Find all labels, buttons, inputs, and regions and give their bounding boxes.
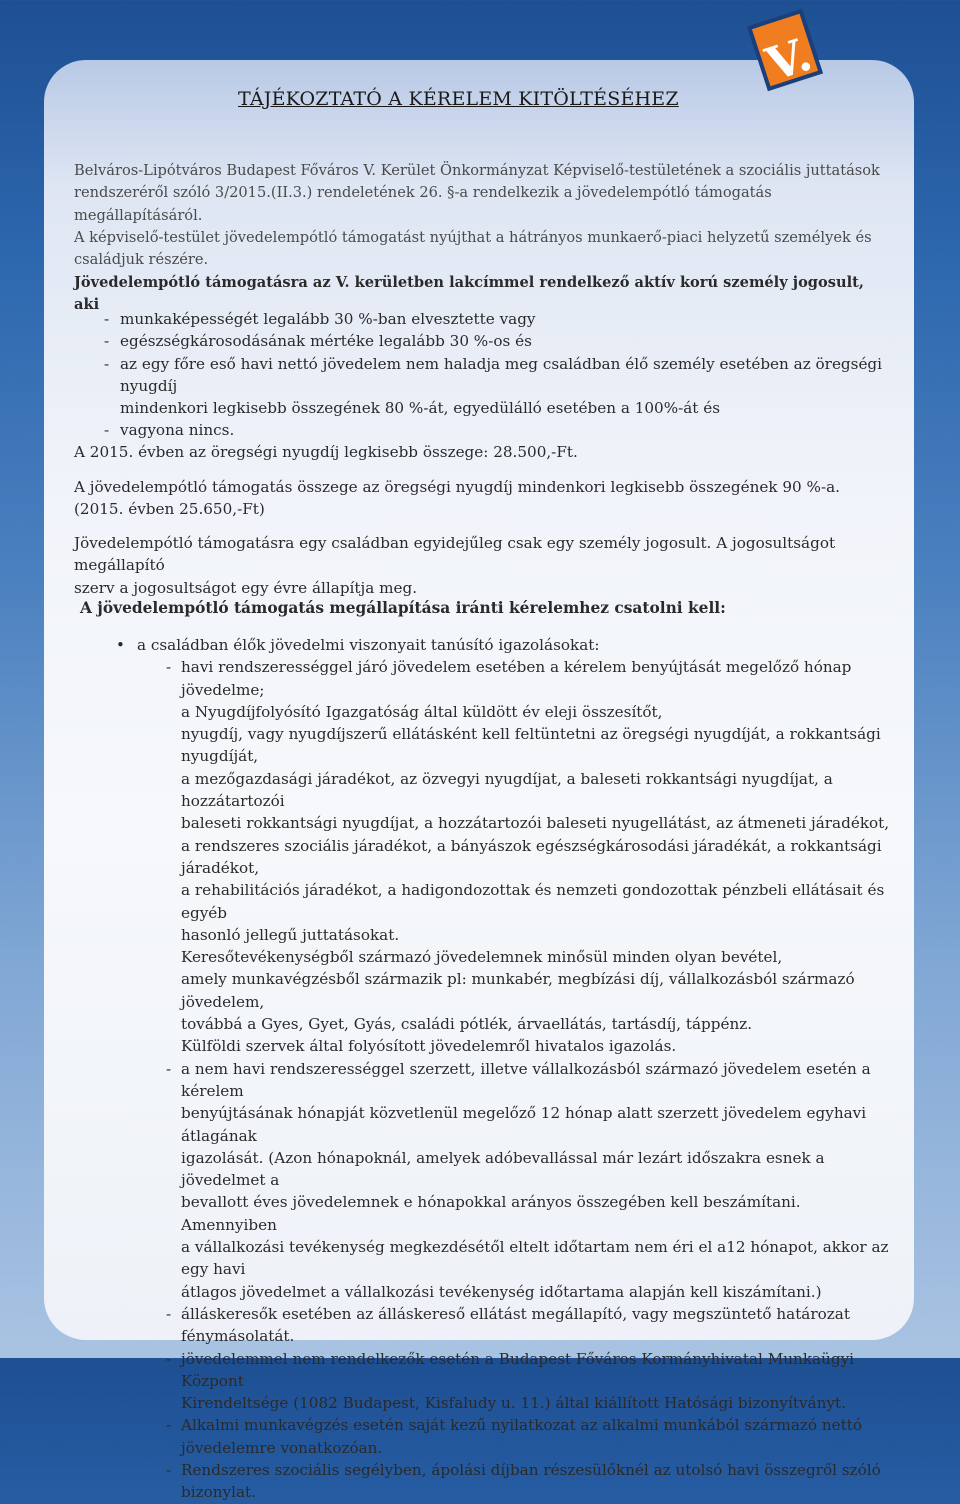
- benefit-amount-paragraph: [74, 476, 894, 521]
- condition-item: [74, 308, 894, 330]
- document-line: Kirendeltsége (1082 Budapest, Kisfaludy u. 11.) által kiállított Hatósági bizonyítványt.: [181, 1394, 846, 1413]
- attachments-heading: A jövedelempótló támogatás megállapítása iránti kérelemhez csatolni kell:: [80, 599, 726, 617]
- document-line: Alkalmi munkavégzés esetén saját kezű nyilatkozat az alkalmi munkából származó nettó: [181, 1416, 862, 1435]
- entitlement-paragraph: [74, 532, 894, 599]
- paragraph-line: (2015. évben 25.650,-Ft): [74, 500, 265, 519]
- intro-line: Belváros-Lipótváros Budapest Főváros V. Kerület Önkormányzat Képviselő-testületének a szociális juttatások: [74, 162, 880, 179]
- bullet-label: a családban élők jövedelmi viszonyait tanúsító igazolásokat:: [137, 636, 600, 654]
- paragraph-line: A jövedelempótló támogatás összege az öregségi nyugdíj mindenkori legkisebb összegének 90 %-a.: [74, 478, 840, 496]
- document-line: a nem havi rendszerességgel szerzett, illetve vállalkozásból származó jövedelem esetén a kérelem: [181, 1059, 871, 1100]
- intro-paragraph: [74, 160, 890, 271]
- dash-marker: -: [166, 1304, 172, 1323]
- bullet-icon: •: [116, 636, 125, 654]
- document-line: a Nyugdíjfolyósító Igazgatóság által küldött év eleji összesítőt,: [181, 702, 663, 721]
- attachments-list: [110, 634, 900, 1504]
- document-line: a mezőgazdasági járadékot, az özvegyi nyugdíjat, a baleseti rokkantsági nyugdíjat, a hozzátartozói: [181, 769, 833, 811]
- documents-sublist: [137, 656, 900, 1503]
- document-line: baleseti rokkantsági nyugdíjat, a hozzátartozói baleseti nyugellátást, az átmeneti járadékot,: [181, 814, 890, 833]
- intro-line: A képviselő-testület jövedelempótló támogatást nyújthat a hátrányos munkaerő-piaci helyzetű személyek és: [74, 228, 872, 246]
- dash-marker: -: [104, 310, 110, 328]
- dash-marker: -: [166, 1416, 172, 1435]
- document-line: Keresőtevékenységből származó jövedelemnek minősül minden olyan bevétel,: [181, 948, 783, 967]
- page-title: TÁJÉKOZTATÓ A KÉRELEM KITÖLTÉSÉHEZ: [238, 88, 679, 110]
- attachments-bullet: [110, 634, 900, 1504]
- paragraph-line: A 2015. évben az öregségi nyugdíj legkisebb összege: 28.500,-Ft.: [74, 443, 578, 461]
- document-line: átlagos jövedelmet a vállalkozási tevékenység időtartama alapján kell kiszámítani.): [181, 1282, 822, 1301]
- document-line: Külföldi szervek által folyósított jövedelemről hivatalos igazolás.: [181, 1037, 677, 1056]
- document-line: hasonló jellegű juttatásokat.: [181, 925, 400, 944]
- document-line: továbbá a Gyes, Gyet, Gyás, családi pótlék, árvaellátás, tartásdíj, táppénz.: [181, 1015, 753, 1034]
- dash-marker: -: [166, 1460, 172, 1479]
- condition-text: egészségkárosodásának mértéke legalább 30 %-os és: [120, 332, 532, 351]
- document-item: [137, 1303, 900, 1348]
- document-line: igazolását. (Azon hónapoknál, amelyek adóbevallással már lezárt időszakra esnek a jövedelmet a: [181, 1148, 825, 1190]
- document-line: jövedelemmel nem rendelkezők esetén a Budapest Főváros Kormányhivatal Munkaügyi Központ: [181, 1349, 855, 1390]
- document-line: amely munkavégzésből származik pl: munkabér, megbízási díj, vállalkozásból származó jövedelem,: [181, 970, 855, 1011]
- dash-marker: -: [104, 332, 110, 351]
- document-item: [137, 1414, 900, 1459]
- dash-marker: -: [166, 1349, 172, 1368]
- intro-line: rendszeréről szóló 3/2015.(II.3.) rendeletének 26. §-a rendelkezik a jövedelempótló támogatás megállapításáról.: [74, 184, 772, 224]
- condition-text: az egy főre eső havi nettó jövedelem nem haladja meg családban élő személy esetében az öregségi nyugdíj: [120, 354, 883, 395]
- eligibility-heading: Jövedelempótló támogatásra az V. kerületben lakcímmel rendelkező aktív korú személy jogosult, aki: [74, 274, 864, 314]
- document-line: Rendszeres szociális segélyben, ápolási díjban részesülőknél az utolsó havi összegről szóló: [181, 1460, 881, 1479]
- condition-item: [74, 419, 894, 441]
- document-line: álláskeresők esetében az álláskereső ellátást megállapító, vagy megszüntető határozat: [181, 1304, 850, 1323]
- document-item: [137, 1459, 900, 1504]
- condition-text: munkaképességét legalább 30 %-ban elvesztette vagy: [120, 310, 536, 328]
- condition-text: mindenkori legkisebb összegének 80 %-át, egyedülálló esetében a 100%-át és: [120, 399, 721, 418]
- dash-marker: -: [104, 421, 110, 440]
- v-logo-icon: [744, 4, 826, 96]
- document-item: [137, 1058, 900, 1303]
- conditions-list: [74, 308, 894, 442]
- document-line: bizonylat.: [181, 1483, 256, 1502]
- dash-marker: -: [166, 1059, 172, 1078]
- dash-marker: -: [166, 658, 172, 677]
- intro-line: családjuk részére.: [74, 251, 209, 269]
- minimum-pension-paragraph: [74, 441, 894, 463]
- condition-item: [74, 353, 894, 420]
- document-line: a rendszeres szociális járadékot, a bányászok egészségkárosodási járadékát, a rokkantsági járadékot,: [181, 836, 882, 877]
- condition-item: [74, 330, 894, 352]
- paragraph-line: szerv a jogosultságot egy évre állapítja meg.: [74, 578, 418, 597]
- logo-text: V.: [759, 26, 818, 92]
- document-line: a vállalkozási tevékenység megkezdésétől eltelt időtartam nem éri el a12 hónapot, akkor az egy havi: [181, 1238, 889, 1279]
- document-line: benyújtásának hónapját közvetlenül megelőző 12 hónap alatt szerzett jövedelem egyhavi átlagának: [181, 1104, 867, 1145]
- document-line: bevallott éves jövedelemnek e hónapokkal arányos összegében kell beszámítani. Amennyiben: [181, 1193, 801, 1234]
- paragraph-line: Jövedelempótló támogatásra egy családban egyidejűleg csak egy személy jogosult. A jogosultságot megállapító: [74, 534, 836, 575]
- condition-text: vagyona nincs.: [120, 421, 235, 440]
- document-line: a rehabilitációs járadékot, a hadigondozottak és nemzeti gondozottak pénzbeli ellátásait és egyéb: [181, 881, 885, 922]
- document-line: havi rendszerességgel járó jövedelem esetében a kérelem benyújtását megelőző hónap jövedelme;: [181, 658, 852, 699]
- document-item: [137, 656, 900, 1057]
- document-line: nyugdíj, vagy nyugdíjszerű ellátásként kell feltüntetni az öregségi nyugdíját, a rokkantsági nyugdíját,: [181, 725, 881, 766]
- document-line: fénymásolatát.: [181, 1327, 295, 1346]
- document-line: jövedelemre vonatkozóan.: [181, 1438, 383, 1457]
- dash-marker: -: [104, 354, 110, 373]
